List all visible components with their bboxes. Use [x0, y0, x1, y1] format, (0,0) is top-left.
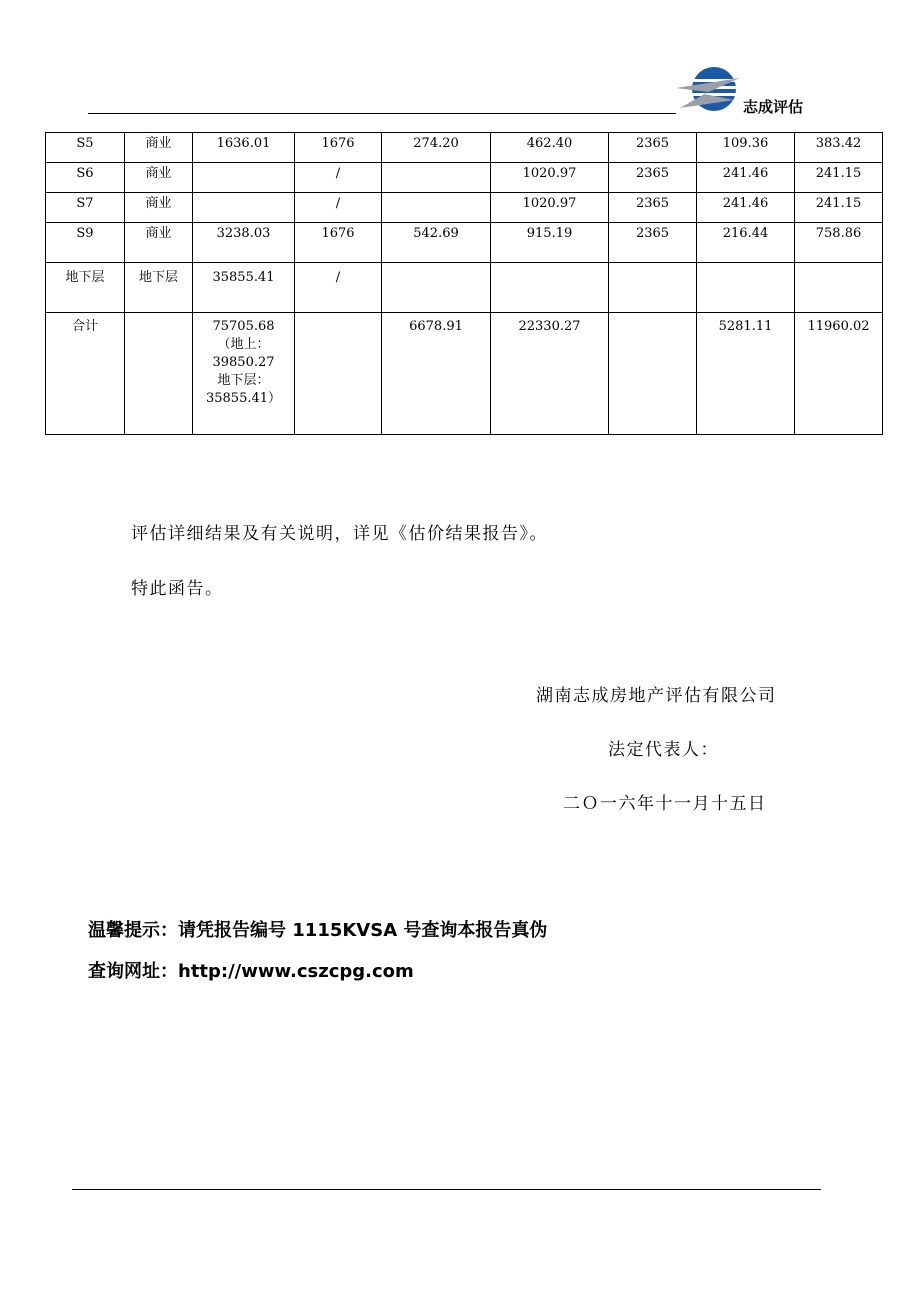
valuation-table	[45, 132, 883, 435]
table-cell: 2365	[609, 133, 697, 163]
table-cell: 2365	[609, 163, 697, 193]
table-cell: 216.44	[697, 223, 795, 263]
legal-representative: 法定代表人：	[608, 740, 719, 760]
table-cell: 35855.41	[193, 263, 295, 313]
table-cell: 915.19	[491, 223, 609, 263]
table-cell: 383.42	[795, 133, 883, 163]
query-url: 查询网址：http://www.cszcpg.com	[88, 961, 414, 982]
total-area-line: 39850.27	[212, 355, 275, 370]
company-name: 湖南志成房地产评估有限公司	[536, 686, 777, 706]
table-cell: 241.46	[697, 193, 795, 223]
table-cell: 1020.97	[491, 193, 609, 223]
table-cell: 241.15	[795, 163, 883, 193]
table-cell: /	[295, 163, 382, 193]
table-cell: 1636.01	[193, 133, 295, 163]
table-cell: 2365	[609, 223, 697, 263]
total-label: 合计	[46, 313, 125, 435]
body-line-details: 评估详细结果及有关说明，详见《估价结果报告》。	[131, 524, 548, 544]
table-cell	[382, 263, 491, 313]
table-cell	[491, 263, 609, 313]
table-cell: 462.40	[491, 133, 609, 163]
table-cell: 5281.11	[697, 313, 795, 435]
table-cell: 274.20	[382, 133, 491, 163]
table-row	[46, 223, 883, 263]
header-rule	[88, 113, 676, 114]
table-cell: 地下层	[46, 263, 125, 313]
table-cell	[795, 263, 883, 313]
table-cell	[295, 313, 382, 435]
table-cell: 商业	[125, 163, 193, 193]
verification-tip: 温馨提示：请凭报告编号 1115KVSA 号查询本报告真伪	[88, 920, 548, 941]
table-cell: 商业	[125, 133, 193, 163]
footer-rule	[72, 1189, 821, 1190]
table-cell: 地下层	[125, 263, 193, 313]
table-cell: S9	[46, 223, 125, 263]
table-cell	[193, 163, 295, 193]
table-cell: 2365	[609, 193, 697, 223]
table-row	[46, 163, 883, 193]
table-cell: 109.36	[697, 133, 795, 163]
table-row	[46, 193, 883, 223]
table-cell: 商业	[125, 193, 193, 223]
table-cell: 11960.02	[795, 313, 883, 435]
table-cell: S7	[46, 193, 125, 223]
body-line-closing: 特此函告。	[131, 579, 224, 599]
total-area-line: 75705.68	[212, 319, 275, 334]
table-cell: S5	[46, 133, 125, 163]
report-date: 二Ｏ一六年十一月十五日	[563, 794, 767, 814]
table-cell	[125, 313, 193, 435]
table-cell	[609, 313, 697, 435]
table-cell	[193, 193, 295, 223]
table-cell: 1020.97	[491, 163, 609, 193]
table-cell: 241.15	[795, 193, 883, 223]
brand-name: 志成评估	[743, 98, 804, 116]
table-cell: 241.46	[697, 163, 795, 193]
table-cell: 商业	[125, 223, 193, 263]
table-cell: 6678.91	[382, 313, 491, 435]
table-row	[46, 133, 883, 163]
table-cell	[382, 193, 491, 223]
total-area-line: 地下层：	[217, 373, 270, 388]
table-cell: 1676	[295, 223, 382, 263]
total-area-line: （地上：	[217, 337, 270, 352]
total-area-line: 35855.41）	[205, 391, 282, 406]
company-logo-icon	[674, 64, 744, 114]
table-total-row	[46, 313, 883, 435]
table-cell	[382, 163, 491, 193]
table-cell: 758.86	[795, 223, 883, 263]
table-cell: 542.69	[382, 223, 491, 263]
table-cell	[697, 263, 795, 313]
table-cell	[609, 263, 697, 313]
table-cell: 1676	[295, 133, 382, 163]
total-area-cell	[193, 313, 295, 435]
table-row	[46, 263, 883, 313]
table-cell: 22330.27	[491, 313, 609, 435]
table-cell: /	[295, 263, 382, 313]
table-cell: S6	[46, 163, 125, 193]
table-cell: /	[295, 193, 382, 223]
table-cell: 3238.03	[193, 223, 295, 263]
